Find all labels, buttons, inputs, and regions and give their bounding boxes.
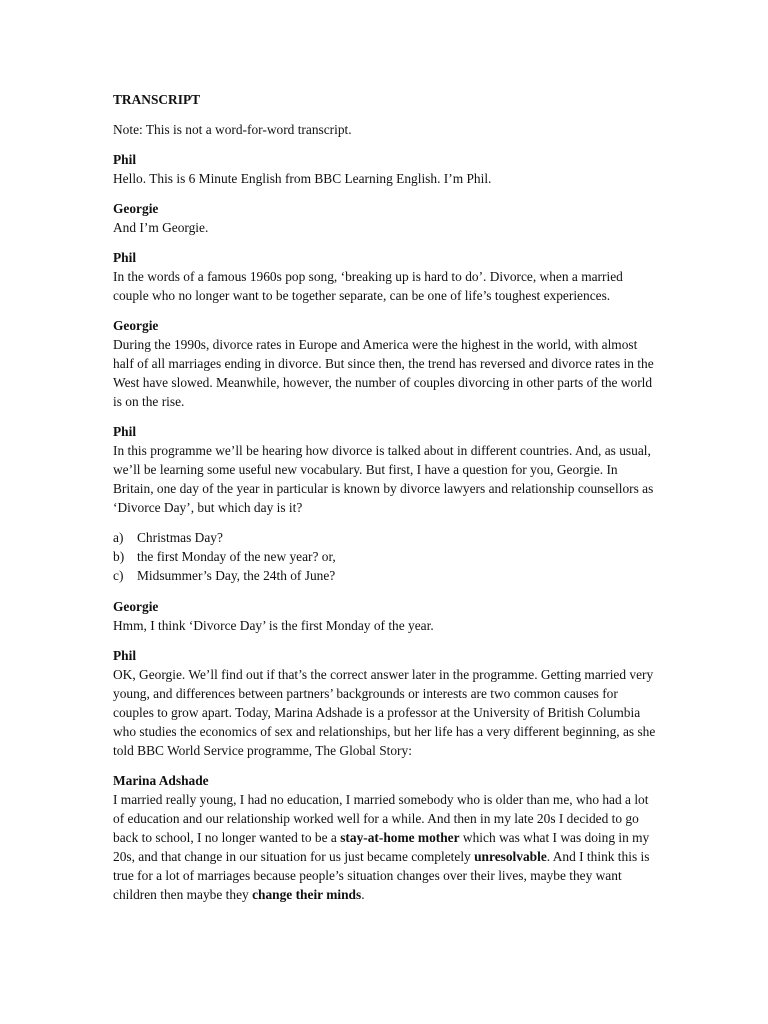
option-text: Midsummer’s Day, the 24th of June? — [137, 568, 336, 583]
transcript-note: Note: This is not a word-for-word transcript. — [113, 122, 352, 137]
dialogue-text — [113, 790, 658, 904]
quiz-option — [113, 547, 658, 566]
option-letter: a) — [113, 530, 124, 545]
option-text: the first Monday of the new year? or, — [137, 549, 336, 564]
transcript-page — [113, 90, 658, 915]
dialogue-block — [113, 597, 658, 635]
speaker-name: Georgie — [113, 201, 159, 216]
dialogue-block — [113, 771, 658, 904]
vocab-term: change their minds — [252, 887, 362, 902]
dialogue-text: And I’m Georgie. — [113, 220, 209, 235]
speaker-name: Phil — [113, 424, 137, 439]
dialogue-block — [113, 316, 658, 411]
speaker-name: Georgie — [113, 599, 159, 614]
dialogue-text: Hello. This is 6 Minute English from BBC Learning English. I’m Phil. — [113, 171, 492, 186]
speaker-name: Phil — [113, 250, 137, 265]
dialogue-text: Hmm, I think ‘Divorce Day’ is the first Monday of the year. — [113, 618, 434, 633]
dialogue-text: OK, Georgie. We’ll find out if that’s the correct answer later in the programme. Getting married very young, and differences between partners’ backgrounds or interests are two common causes for couples to grow apart. Today, Marina Adshade is a professor at the University of British Columbia who studies the economics of sex and relationships, but her life has a very different beginning, as she told BBC World Service programme, The Global Story: — [113, 667, 656, 758]
speaker-name: Phil — [113, 152, 137, 167]
dialogue-block — [113, 150, 658, 188]
dialogue-text: In the words of a famous 1960s pop song, ‘breaking up is hard to do’. Divorce, when a married couple who no longer want to be together separate, can be one of life’s toughest experiences. — [113, 269, 623, 303]
text-run: I married really young, I had no education, I married somebody who is older than me, who had a lot of education and our relationship worked well for a while. And then in my late 20s I decided to go back to school, I no longer wanted to be a — [113, 792, 649, 845]
option-text: Christmas Day? — [137, 530, 223, 545]
speaker-name: Phil — [113, 648, 137, 663]
dialogue-block — [113, 422, 658, 517]
quiz-options — [113, 528, 658, 585]
vocab-term: unresolvable — [474, 849, 547, 864]
option-letter: b) — [113, 549, 125, 564]
text-run: . And I think this is true for a lot of marriages because people’s situation changes over their lives, maybe they want children then maybe they — [113, 849, 650, 902]
quiz-option — [113, 566, 658, 585]
dialogue-block — [113, 248, 658, 305]
text-run: . — [361, 887, 365, 902]
speaker-name: Georgie — [113, 318, 159, 333]
dialogue-text: In this programme we’ll be hearing how divorce is talked about in different countries. And, as usual, we’ll be learning some useful new vocabulary. But first, I have a question for you, Georgie. In Britain, one day of the year in particular is known by divorce lawyers and relationship counsellors as ‘Divorce Day’, but which day is it? — [113, 443, 654, 515]
speaker-name: Marina Adshade — [113, 773, 209, 788]
option-letter: c) — [113, 568, 124, 583]
quiz-option — [113, 528, 658, 547]
dialogue-block — [113, 646, 658, 760]
text-run: which was what I was doing in my 20s, and that change in our situation for us just became completely — [113, 830, 650, 864]
page-title: TRANSCRIPT — [113, 92, 201, 107]
dialogue-block — [113, 199, 658, 237]
dialogue-text: During the 1990s, divorce rates in Europe and America were the highest in the world, with almost half of all marriages ending in divorce. But since then, the trend has reversed and divorce rates in the West have slowed. Meanwhile, however, the number of couples divorcing in other parts of the world is on the rise. — [113, 337, 654, 409]
vocab-term: stay-at-home mother — [340, 830, 460, 845]
